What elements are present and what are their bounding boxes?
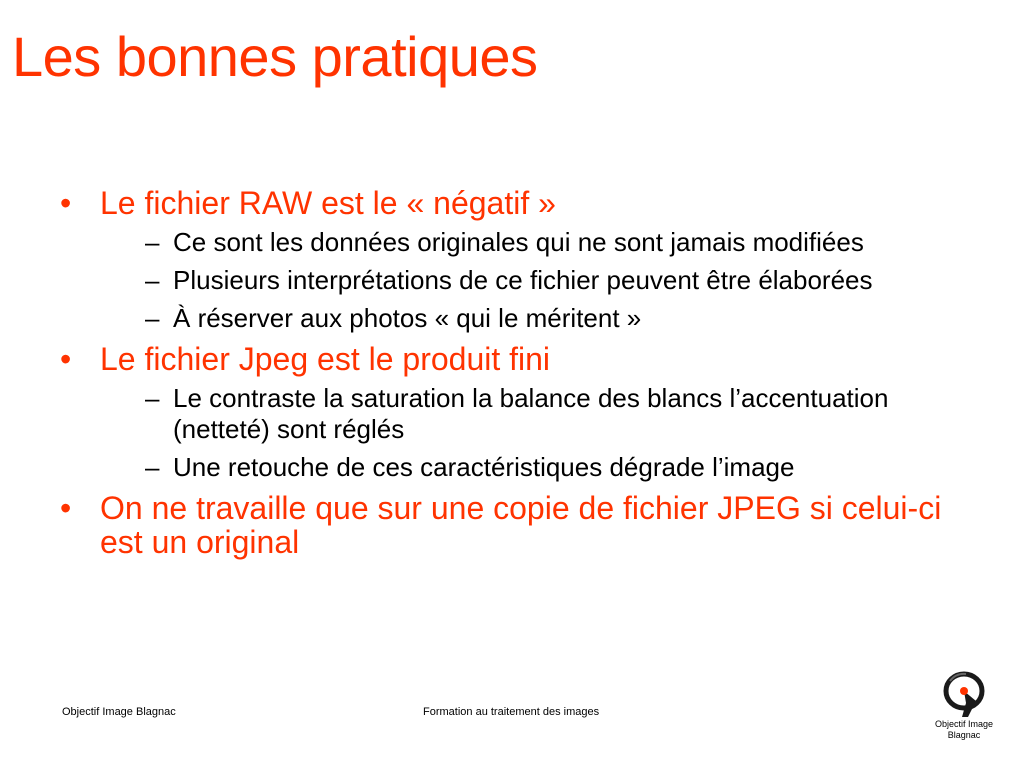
bullet-item bbox=[60, 491, 980, 559]
footer-organization: Objectif Image Blagnac bbox=[62, 706, 176, 718]
logo-text-line2: Blagnac bbox=[947, 730, 981, 740]
camera-aperture-logo-icon bbox=[936, 671, 992, 719]
bullet-icon: • bbox=[60, 185, 72, 221]
sub-bullet-text: Plusieurs interprétations de ce fichier peuvent être élaborées bbox=[173, 265, 873, 295]
sub-bullet-text: Ce sont les données originales qui ne sont jamais modifiées bbox=[173, 227, 864, 257]
footer-course-title: Formation au traitement des images bbox=[423, 706, 600, 718]
bullet-text: Le fichier Jpeg est le produit fini bbox=[100, 341, 551, 377]
sub-bullet-item bbox=[145, 227, 980, 258]
sub-bullet-item bbox=[145, 265, 980, 296]
bullet-item bbox=[60, 342, 980, 376]
logo-text-line1 bbox=[926, 719, 1002, 729]
dash-icon: – bbox=[145, 227, 160, 257]
bullet-list bbox=[60, 178, 980, 559]
logo-text-part: Objectif Image bbox=[934, 719, 994, 729]
bullet-icon: • bbox=[60, 341, 72, 377]
dash-icon: – bbox=[145, 452, 160, 482]
bullet-text: On ne travaille que sur une copie de fichier JPEG si celui-ci est un original bbox=[100, 490, 942, 560]
sub-bullet-item bbox=[145, 452, 980, 483]
sub-bullet-item bbox=[145, 303, 980, 334]
slide-title: Les bonnes pratiques bbox=[12, 25, 538, 88]
sub-bullet-text: Le contraste la saturation la balance des blancs l’accentuation (netteté) sont réglés bbox=[173, 383, 889, 444]
sub-bullet-text: À réserver aux photos « qui le méritent » bbox=[173, 303, 642, 333]
bullet-item bbox=[60, 186, 980, 220]
dash-icon: – bbox=[145, 265, 160, 295]
bullet-text: Le fichier RAW est le « négatif » bbox=[100, 185, 556, 221]
sub-bullet-text: Une retouche de ces caractéristiques dégrade l’image bbox=[173, 452, 795, 482]
dash-icon: – bbox=[145, 383, 160, 413]
bullet-icon: • bbox=[60, 490, 72, 526]
organization-logo bbox=[926, 671, 1002, 743]
dash-icon: – bbox=[145, 303, 160, 333]
sub-bullet-item bbox=[145, 383, 980, 445]
